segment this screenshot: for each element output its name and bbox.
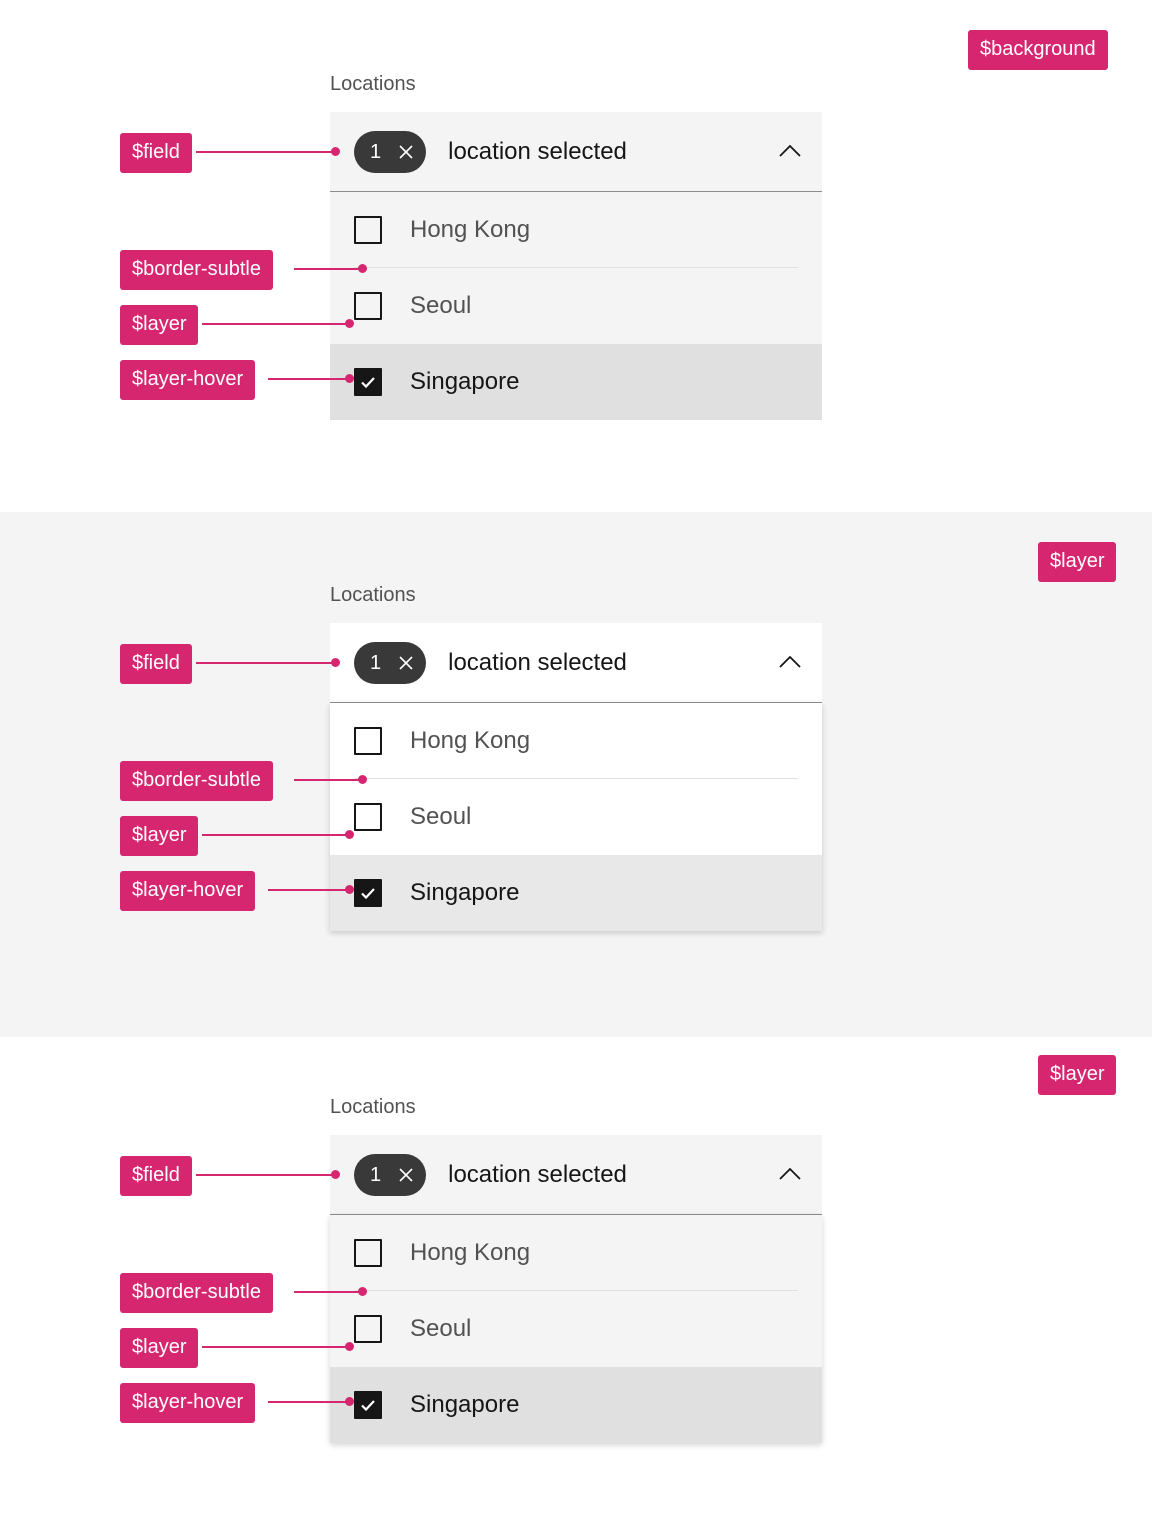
token-tag-border-subtle: $border-subtle bbox=[120, 761, 273, 801]
connector-line bbox=[202, 1346, 350, 1348]
option-label: Seoul bbox=[410, 1315, 472, 1342]
token-tag-background: $layer bbox=[1038, 542, 1116, 582]
token-tag-field: $field bbox=[120, 133, 192, 173]
connector-line bbox=[294, 779, 364, 781]
token-tag-border-subtle: $border-subtle bbox=[120, 1273, 273, 1313]
checkmark-icon bbox=[358, 1395, 378, 1415]
connector-dot bbox=[358, 264, 367, 273]
checkmark-icon bbox=[358, 883, 378, 903]
connector-dot bbox=[358, 1287, 367, 1296]
list-item[interactable] bbox=[330, 703, 822, 779]
list-item[interactable] bbox=[330, 192, 822, 268]
checkbox-hong-kong[interactable] bbox=[354, 1239, 382, 1267]
connector-dot bbox=[345, 1397, 354, 1406]
token-tag-layer: $layer bbox=[120, 1328, 198, 1368]
option-label: Singapore bbox=[410, 879, 520, 906]
close-icon[interactable] bbox=[392, 1161, 420, 1189]
field-value-text: location selected bbox=[448, 137, 627, 165]
chevron-up-icon[interactable] bbox=[774, 647, 806, 679]
token-tag-layer-hover: $layer-hover bbox=[120, 1383, 255, 1423]
list-item[interactable] bbox=[330, 1291, 822, 1367]
token-tag-field: $field bbox=[120, 644, 192, 684]
checkbox-seoul[interactable] bbox=[354, 803, 382, 831]
list-item[interactable] bbox=[330, 855, 822, 931]
token-tag-background: $background bbox=[968, 30, 1108, 70]
list-item[interactable] bbox=[330, 344, 822, 420]
connector-dot bbox=[345, 319, 354, 328]
connector-line bbox=[268, 889, 350, 891]
token-tag-field: $field bbox=[120, 1156, 192, 1196]
token-tag-background: $layer bbox=[1038, 1055, 1116, 1095]
connector-dot bbox=[345, 885, 354, 894]
close-icon[interactable] bbox=[392, 649, 420, 677]
multiselect-field[interactable] bbox=[330, 623, 822, 703]
token-tag-layer-hover: $layer-hover bbox=[120, 871, 255, 911]
token-tag-layer-hover: $layer-hover bbox=[120, 360, 255, 400]
checkmark-icon bbox=[358, 372, 378, 392]
connector-line bbox=[202, 323, 350, 325]
checkbox-hong-kong[interactable] bbox=[354, 216, 382, 244]
connector-line bbox=[268, 1401, 350, 1403]
chevron-up-icon[interactable] bbox=[774, 136, 806, 168]
connector-dot bbox=[331, 147, 340, 156]
connector-line bbox=[294, 1291, 364, 1293]
option-label: Seoul bbox=[410, 292, 472, 319]
connector-dot bbox=[345, 374, 354, 383]
connector-dot bbox=[345, 1342, 354, 1351]
close-icon[interactable] bbox=[392, 138, 420, 166]
multiselect-field[interactable] bbox=[330, 112, 822, 192]
option-label: Hong Kong bbox=[410, 216, 531, 243]
option-label: Singapore bbox=[410, 368, 520, 395]
list-item[interactable] bbox=[330, 1215, 822, 1291]
connector-line bbox=[196, 1174, 336, 1176]
selection-count: 1 bbox=[370, 651, 382, 674]
checkbox-singapore[interactable] bbox=[354, 368, 382, 396]
multiselect-field[interactable] bbox=[330, 1135, 822, 1215]
token-tag-layer: $layer bbox=[120, 816, 198, 856]
field-label: Locations bbox=[330, 73, 416, 95]
checkbox-seoul[interactable] bbox=[354, 292, 382, 320]
connector-dot bbox=[331, 1170, 340, 1179]
connector-line bbox=[196, 151, 336, 153]
list-item[interactable] bbox=[330, 268, 822, 344]
option-label: Seoul bbox=[410, 803, 472, 830]
field-label: Locations bbox=[330, 1096, 416, 1118]
options-menu[interactable] bbox=[330, 1215, 822, 1443]
token-tag-border-subtle: $border-subtle bbox=[120, 250, 273, 290]
connector-dot bbox=[331, 658, 340, 667]
field-value-text: location selected bbox=[448, 1160, 627, 1188]
selection-count: 1 bbox=[370, 140, 382, 163]
connector-dot bbox=[345, 830, 354, 839]
checkbox-singapore[interactable] bbox=[354, 1391, 382, 1419]
options-menu[interactable] bbox=[330, 703, 822, 931]
connector-line bbox=[202, 834, 350, 836]
connector-dot bbox=[358, 775, 367, 784]
selection-pill[interactable] bbox=[354, 1154, 426, 1196]
checkbox-singapore[interactable] bbox=[354, 879, 382, 907]
field-label: Locations bbox=[330, 584, 416, 606]
selection-pill[interactable] bbox=[354, 642, 426, 684]
token-tag-layer: $layer bbox=[120, 305, 198, 345]
checkbox-hong-kong[interactable] bbox=[354, 727, 382, 755]
list-item[interactable] bbox=[330, 779, 822, 855]
option-label: Hong Kong bbox=[410, 1239, 531, 1266]
connector-line bbox=[196, 662, 336, 664]
options-menu[interactable] bbox=[330, 192, 822, 420]
selection-pill[interactable] bbox=[354, 131, 426, 173]
selection-count: 1 bbox=[370, 1163, 382, 1186]
option-label: Singapore bbox=[410, 1391, 520, 1418]
chevron-up-icon[interactable] bbox=[774, 1159, 806, 1191]
field-value-text: location selected bbox=[448, 648, 627, 676]
connector-line bbox=[294, 268, 364, 270]
list-item[interactable] bbox=[330, 1367, 822, 1443]
checkbox-seoul[interactable] bbox=[354, 1315, 382, 1343]
connector-line bbox=[268, 378, 350, 380]
option-label: Hong Kong bbox=[410, 727, 531, 754]
